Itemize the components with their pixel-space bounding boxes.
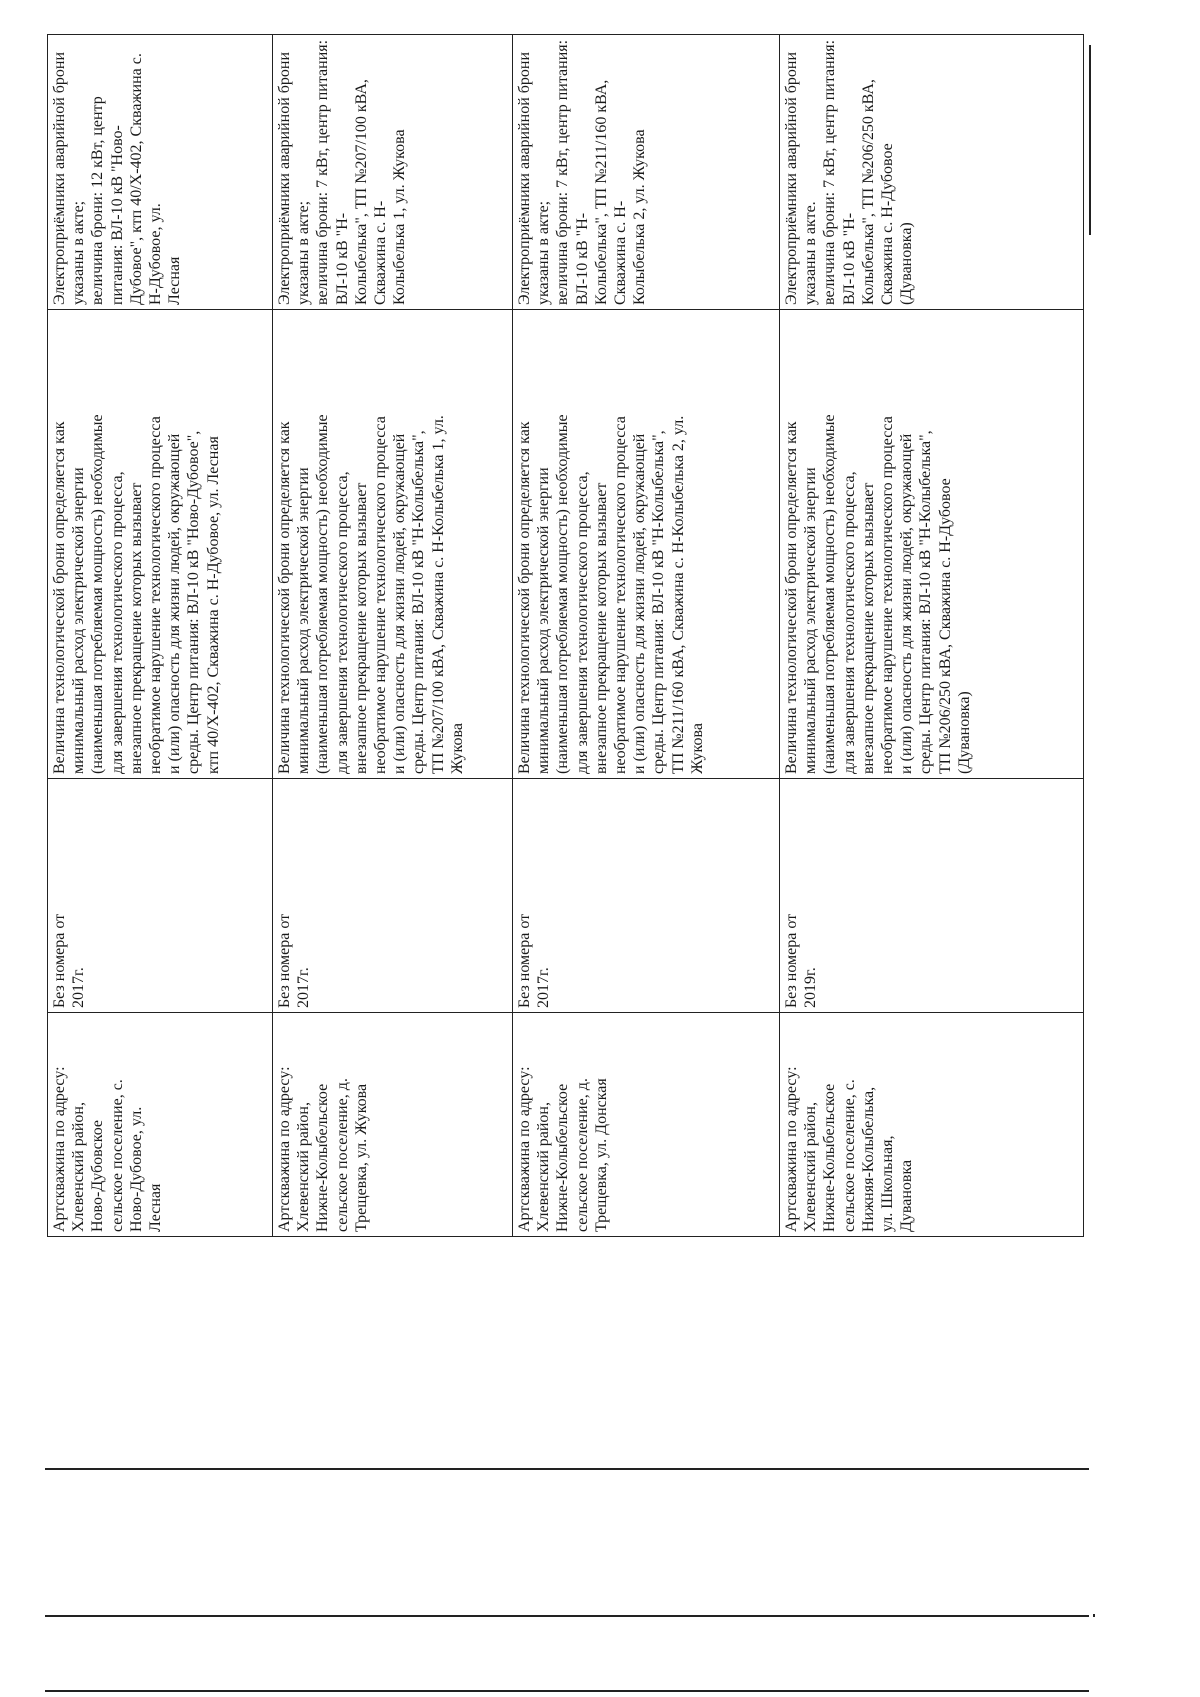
table-row xyxy=(513,35,780,1237)
act-number-cell: Без номера от 2017г. xyxy=(513,779,780,1013)
emergency-reserve-cell: Электроприёмники аварийной брони указаны в акте; величина брони: 12 кВт, центр питания: ВЛ-10 кВ "Ново- Дубовое", ктп 40/Х-402, Скважина с. Н-Дубовое, ул. Лесная xyxy=(48,35,273,310)
object-address-cell: Артскважина по адресу: Хлевенский район, Нижне-Колыбельское сельское поселение, д. Трещевка, ул. Донская xyxy=(513,1013,780,1237)
technological-reserve-cell: Величина технологической брони определяется как минимальный расход электрической энергии (наименьшая потребляемая мощность) необходимые для завершения технологического процесса, внезапное прекращение которых вызывает необратимое нарушение технологического процесса и (или) опасность для жизни людей, окружающей среды. Центр питания: ВЛ-10 кВ "Н-Колыбелька", ТП №211/160 кВА, Скважина с. Н-Колыбелька 2, ул. Жукова xyxy=(513,310,780,779)
emergency-reserve-cell: Электроприёмники аварийной брони указаны в акте; величина брони: 7 кВт, центр питания: ВЛ-10 кВ "Н- Колыбелька", ТП №211/160 кВА, Скважина с. Н- Колыбелька 2, ул. Жукова xyxy=(513,35,780,310)
act-number-cell: Без номера от 2017г. xyxy=(273,779,513,1013)
emergency-reserve-cell: Электроприёмники аварийной брони указаны в акте; величина брони: 7 кВт, центр питания: ВЛ-10 кВ "Н- Колыбелька", ТП №207/100 кВА, Скважина с. Н- Колыбелька 1, ул. Жукова xyxy=(273,35,513,310)
technological-reserve-cell: Величина технологической брони определяется как минимальный расход электрической энергии (наименьшая потребляемая мощность) необходимые для завершения технологического процесса, внезапное прекращение которых вызывает необратимое нарушение технологического процесса и (или) опасность для жизни людей, окружающей среды. Центр питания: ВЛ-10 кВ "Н-Колыбелька", ТП №207/100 кВА, Скважина с. Н-Колыбелька 1, ул. Жукова xyxy=(273,310,513,779)
object-address-cell: Артскважина по адресу: Хлевенский район, Ново-Дубовское сельское поселение, с. Ново-Дубовое, ул. Лесная xyxy=(48,1013,273,1237)
blank-line xyxy=(45,1690,1089,1692)
technological-reserve-cell: Величина технологической брони определяется как минимальный расход электрической энергии (наименьшая потребляемая мощность) необходимые для завершения технологического процесса, внезапное прекращение которых вызывает необратимое нарушение технологического процесса и (или) опасность для жизни людей, окружающей среды. Центр питания: ВЛ-10 кВ "Н-Колыбелька", ТП №206/250 кВА, Скважина с. Н-Дубовое (Дувановка) xyxy=(780,310,1084,779)
act-number-cell: Без номера от 2017г. xyxy=(48,779,273,1013)
reservation-table xyxy=(47,34,1084,1237)
object-address-cell: Артскважина по адресу: Хлевенский район, Нижне-Колыбельское сельское поселение, с. Нижняя-Колыбелька, ул. Школьная, Дувановка xyxy=(780,1013,1084,1237)
emergency-reserve-cell: Электроприёмники аварийной брони указаны в акте. величина брони: 7 кВт, центр питания: ВЛ-10 кВ "Н- Колыбелька", ТП №206/250 кВА, Скважина с. Н-Дубовое (Дувановка) xyxy=(780,35,1084,310)
act-number-cell: Без номера от 2019г. xyxy=(780,779,1084,1013)
table-row xyxy=(780,35,1084,1237)
blank-line xyxy=(45,1468,1089,1470)
signature-line xyxy=(1093,1614,1095,1617)
object-address-cell: Артскважина по адресу: Хлевенский район, Нижне-Колыбельское сельское поселение, д. Трещевка, ул. Жукова xyxy=(273,1013,513,1237)
table-row xyxy=(273,35,513,1237)
table-row xyxy=(48,35,273,1237)
blank-line xyxy=(45,1615,1089,1617)
signature-line xyxy=(1089,45,1091,235)
technological-reserve-cell: Величина технологической брони определяется как минимальный расход электрической энергии (наименьшая потребляемая мощность) необходимые для завершения технологического процесса, внезапное прекращение которых вызывает необратимое нарушение технологического процесса и (или) опасность для жизни людей, окружающей среды. Центр питания: ВЛ-10 кВ "Ново-Дубовое", ктп 40/Х-402, Скважина с. Н-Дубовое, ул. Лесная xyxy=(48,310,273,779)
